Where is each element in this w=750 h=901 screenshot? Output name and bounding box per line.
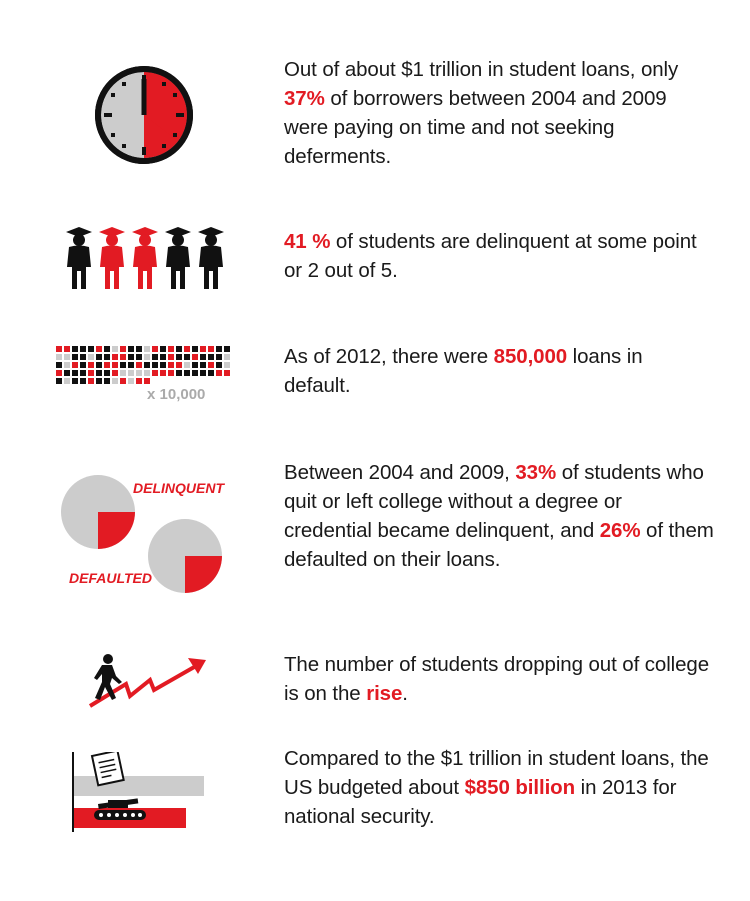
highlight-value: 37% xyxy=(284,87,325,110)
loan-grid-icon xyxy=(56,344,232,393)
highlight-value: 850,000 xyxy=(493,345,568,368)
pie-charts-icon xyxy=(60,468,240,598)
highlight-value: $850 billion xyxy=(464,776,576,799)
highlight-value: 41 % xyxy=(284,230,331,253)
clock-icon xyxy=(94,65,194,170)
rising-arrow-walker-icon xyxy=(86,654,210,715)
fact-text: Compared to the $1 trillion in student loans, the US budgeted about $850 billion in 2013 for national security. xyxy=(284,747,709,828)
defaulted-label: DEFAULTED xyxy=(69,570,152,586)
fact-text: The number of students dropping out of college is on the rise. xyxy=(284,653,710,705)
highlight-value-2: 26% xyxy=(599,519,641,542)
multiplier-label: x 10,000 xyxy=(147,386,206,403)
delinquent-label: DELINQUENT xyxy=(133,480,224,496)
highlight-value: rise xyxy=(366,682,403,705)
fact-text: As of 2012, there were 850,000 loans in default. xyxy=(284,345,643,397)
graduates-icon xyxy=(66,227,226,294)
highlight-value: 33% xyxy=(515,461,557,484)
fact-text: Out of about $1 trillion in student loans, only 37% of borrowers between 2004 and 2009 were paying on time and not seeking deferments. xyxy=(284,58,679,168)
fact-text: Between 2004 and 2009, 33% of students who quit or left college without a degree or credential became delinquent, and 26% of them defaulted on their loans. xyxy=(284,461,714,571)
fact-text: 41 % of students are delinquent at some point or 2 out of 5. xyxy=(284,230,697,282)
budget-comparison-icon xyxy=(70,752,210,849)
